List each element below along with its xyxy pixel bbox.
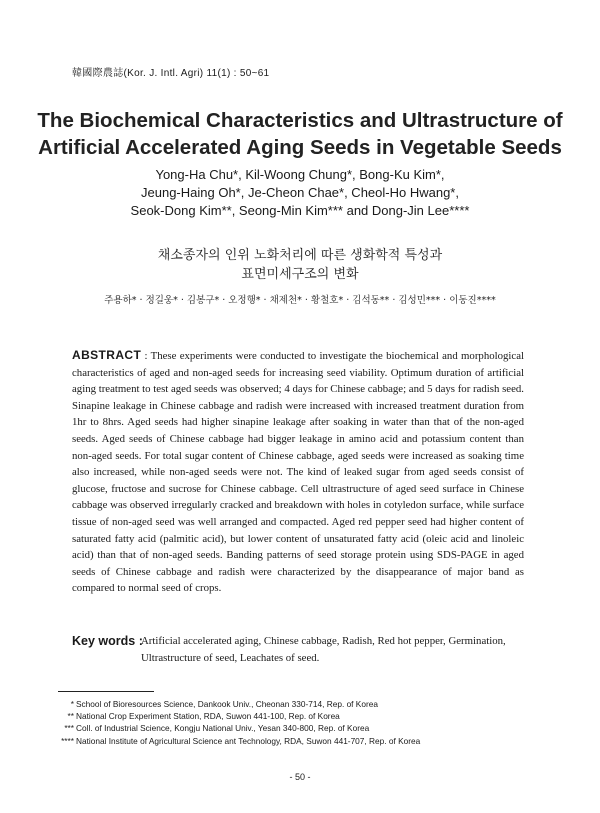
paper-title (30, 107, 570, 161)
keywords-text: Artificial accelerated aging, Chinese cabbage, Radish, Red hot pepper, Germination, Ultrastructure of seed, Leachates of seed. (141, 635, 506, 664)
footnotes (58, 698, 538, 747)
footnote-divider (58, 691, 154, 692)
footnote-marker: * (70, 699, 74, 709)
page-number: - 50 - (289, 772, 311, 782)
footnote-item (58, 698, 538, 710)
author-list-english (30, 166, 570, 220)
author-line-2: Jeung-Haing Oh*, Je-Cheon Chae*, Cheol-Ho Hwang*, (141, 185, 459, 200)
journal-citation: 韓國際農誌(Kor. J. Intl. Agri) 11(1) : 50~61 (72, 68, 270, 79)
footnote-text: School of Bioresources Science, Dankook Univ., Cheonan 330-714, Rep. of Korea (76, 699, 378, 709)
footnote-text: National Institute of Agricultural Science ant Technology, RDA, Suwon 441-707, Rep. of Korea (76, 735, 421, 746)
paper-title-line-1: The Biochemical Characteristics and Ultrastructure of (37, 109, 563, 132)
abstract-text: These experiments were conducted to investigate the biochemical and morphological characteristics of aged and non-aged seeds for increasing seed viability. Optimum duration of artificial aging treatment to test aged seeds was observed; 4 days for Chinese cabbage; and 5 days for radish seed. Sinapine leakage in Chinese cabbage and radish were increased with increased treatment duration from 1hr to 8hrs. Aged seeds had higher sinapine leakage after soaking in water than that of the non-aged seeds. Aged seeds of Chinese cabbage had bigger leakage in amino acid and potassium content than non-aged seeds. For total sugar content of Chinese cabbage, aged seeds were increased as soaking time also increased, while non-aged seeds were not. The kind of leaked sugar from aged seeds consist of glucose, fructose and sucrose for Chinese cabbage. Cell ultrastructure of aged seed surface in Chinese cabbage was observed irregularly cracked and breakdown with holes in cotyledon surface, while surface tissue of non-aged seed was well arranged and compacted. Aged red pepper seed had higher content of saturated fatty acid (palmitic acid), but lower content of unsaturated fatty acid (oleic acid and linoleic acid) than that of non-aged seeds. Banding patterns of seed storage protein using SDS-PAGE in aged seeds of Chinese cabbage and radish were characterized by the disappearance of major band as compared to normal seed of crops. (72, 350, 525, 595)
paper-title-line-2: Artificial Accelerated Aging Seeds in Vegetable Seeds (38, 136, 562, 159)
footnote-text: Coll. of Industrial Science, Kongju National Univ., Yesan 340-800, Rep. of Korea (76, 723, 370, 734)
author-line-1: Yong-Ha Chu*, Kil-Woong Chung*, Bong-Ku Kim*, (155, 167, 445, 182)
abstract-label: ABSTRACT (72, 348, 142, 362)
korean-title-line-1: 채소종자의 인위 노화처리에 따른 생화학적 특성과 (157, 248, 443, 263)
keywords-separator: : (135, 634, 143, 648)
footnote-text: National Crop Experiment Station, RDA, Suwon 441-100, Rep. of Korea (76, 711, 340, 722)
footnote-marker: **** (61, 735, 74, 746)
footnote-item (58, 722, 538, 734)
keywords-label: Key words (72, 634, 136, 648)
korean-title (30, 246, 570, 284)
korean-title-line-2: 표면미세구조의 변화 (241, 267, 359, 282)
footnote-marker: ** (67, 711, 74, 722)
footnote-item (58, 735, 538, 747)
author-list-korean: 주용하* · 정길웅* · 김봉구* · 오정행* · 채제천* · 황철호* · 김석동** · 김성민*** · 이동진**** (104, 295, 496, 306)
abstract (72, 347, 524, 597)
keywords-heading (72, 634, 143, 648)
footnote-item (58, 710, 538, 722)
abstract-separator: : (141, 350, 151, 362)
footnote-marker: *** (64, 723, 74, 734)
author-line-3: Seok-Dong Kim**, Seong-Min Kim*** and Dong-Jin Lee**** (130, 203, 470, 218)
